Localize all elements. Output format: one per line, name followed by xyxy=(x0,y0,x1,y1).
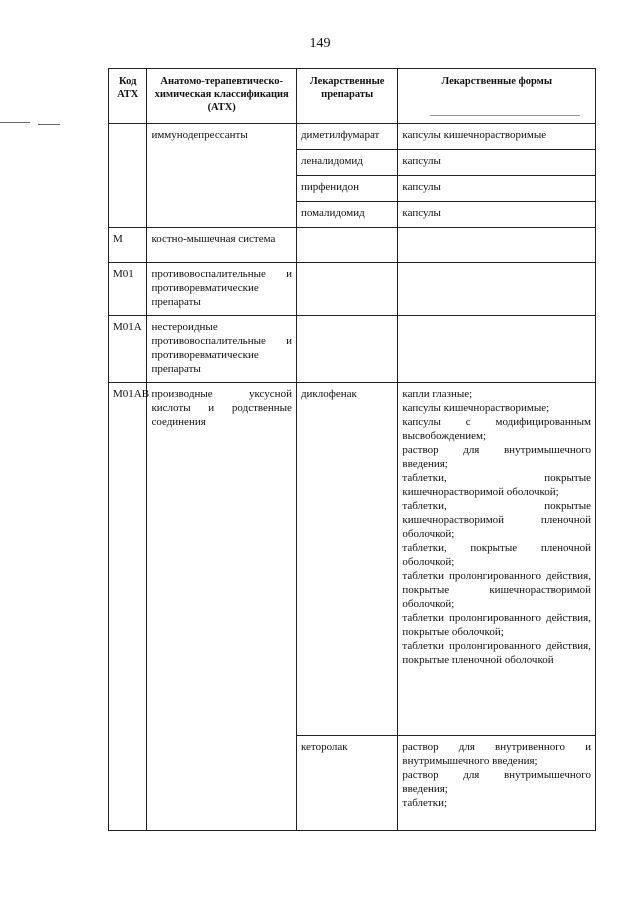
table-row xyxy=(109,202,596,228)
form-item: таблетки пролонгированного действия, покрытые кишечнорастворимой оболочкой; xyxy=(402,570,591,610)
table-row xyxy=(109,316,596,383)
cell-drug: диклофенак xyxy=(296,383,397,736)
table-row xyxy=(109,383,596,736)
form-item: таблетки; xyxy=(402,797,448,809)
cell-forms xyxy=(398,150,596,176)
scan-artifact xyxy=(0,122,30,123)
table-row xyxy=(109,263,596,316)
cell-drug: пирфенидон xyxy=(296,176,397,202)
cell-forms xyxy=(398,202,596,228)
cell-code xyxy=(109,736,147,831)
form-item: капсулы xyxy=(402,181,441,193)
form-item: раствор для внутримышечного введения; xyxy=(402,444,591,470)
cell-forms xyxy=(398,228,596,263)
table-row xyxy=(109,150,596,176)
form-item: капсулы xyxy=(402,155,441,167)
drug-classification-table xyxy=(108,68,596,831)
table-row xyxy=(109,228,596,263)
form-item: капсулы кишечнорастворимые; xyxy=(402,402,550,414)
form-item: таблетки пролонгированного действия, покрытые пленочной оболочкой xyxy=(402,640,591,666)
header-forms: Лекарственные формы xyxy=(398,69,596,124)
cell-atc: производные уксусной кислоты и родственные соединения xyxy=(147,383,297,736)
table-row xyxy=(109,176,596,202)
form-item: раствор для внутривенного и внутримышечного введения; xyxy=(402,741,591,767)
cell-atc: противовоспалительные и противоревматические препараты xyxy=(147,263,297,316)
cell-code: M01 xyxy=(109,263,147,316)
cell-drug: кеторолак xyxy=(296,736,397,831)
page-number: 149 xyxy=(309,36,331,51)
cell-atc xyxy=(147,202,297,228)
cell-forms xyxy=(398,383,596,736)
cell-atc xyxy=(147,150,297,176)
cell-atc: иммунодепрессанты xyxy=(147,124,297,150)
cell-drug: помалидомид xyxy=(296,202,397,228)
cell-forms xyxy=(398,736,596,831)
cell-code: M01AB xyxy=(109,383,147,736)
cell-drug xyxy=(296,263,397,316)
form-item: капсулы кишечнорастворимые xyxy=(402,129,547,141)
form-item: раствор для внутримышечного введения; xyxy=(402,769,591,795)
cell-atc xyxy=(147,736,297,831)
cell-code xyxy=(109,124,147,150)
form-item: капсулы xyxy=(402,207,441,219)
form-item: таблетки, покрытые пленочной оболочкой; xyxy=(402,542,591,568)
cell-atc: нестероидные противовоспалительные и противоревматические препараты xyxy=(147,316,297,383)
cell-drug: леналидомид xyxy=(296,150,397,176)
form-item: капли глазные; xyxy=(402,388,473,400)
form-item: таблетки пролонгированного действия, покрытые оболочкой; xyxy=(402,612,591,638)
cell-code xyxy=(109,150,147,176)
form-item: таблетки, покрытые кишечнорастворимой пленочной оболочкой; xyxy=(402,500,591,540)
cell-drug xyxy=(296,316,397,383)
cell-code xyxy=(109,202,147,228)
form-item: таблетки, покрытые кишечнорастворимой оболочкой; xyxy=(402,472,591,498)
table-row xyxy=(109,736,596,831)
cell-drug xyxy=(296,228,397,263)
scan-artifact xyxy=(38,124,60,125)
form-item: капсулы с модифицированным высвобождением; xyxy=(402,416,591,442)
cell-code: M xyxy=(109,228,147,263)
cell-drug: диметилфумарат xyxy=(296,124,397,150)
cell-forms xyxy=(398,124,596,150)
header-code: Код АТХ xyxy=(109,69,147,124)
cell-atc: костно-мышечная система xyxy=(147,228,297,263)
table-row xyxy=(109,124,596,150)
cell-forms xyxy=(398,316,596,383)
cell-forms xyxy=(398,176,596,202)
cell-forms xyxy=(398,263,596,316)
table-header-row xyxy=(109,69,596,124)
cell-code: M01A xyxy=(109,316,147,383)
header-drugs: Лекарственные препараты xyxy=(296,69,397,124)
cell-atc xyxy=(147,176,297,202)
header-atc: Анатомо-терапевтическо-химическая классификация (АТХ) xyxy=(147,69,297,124)
cell-code xyxy=(109,176,147,202)
